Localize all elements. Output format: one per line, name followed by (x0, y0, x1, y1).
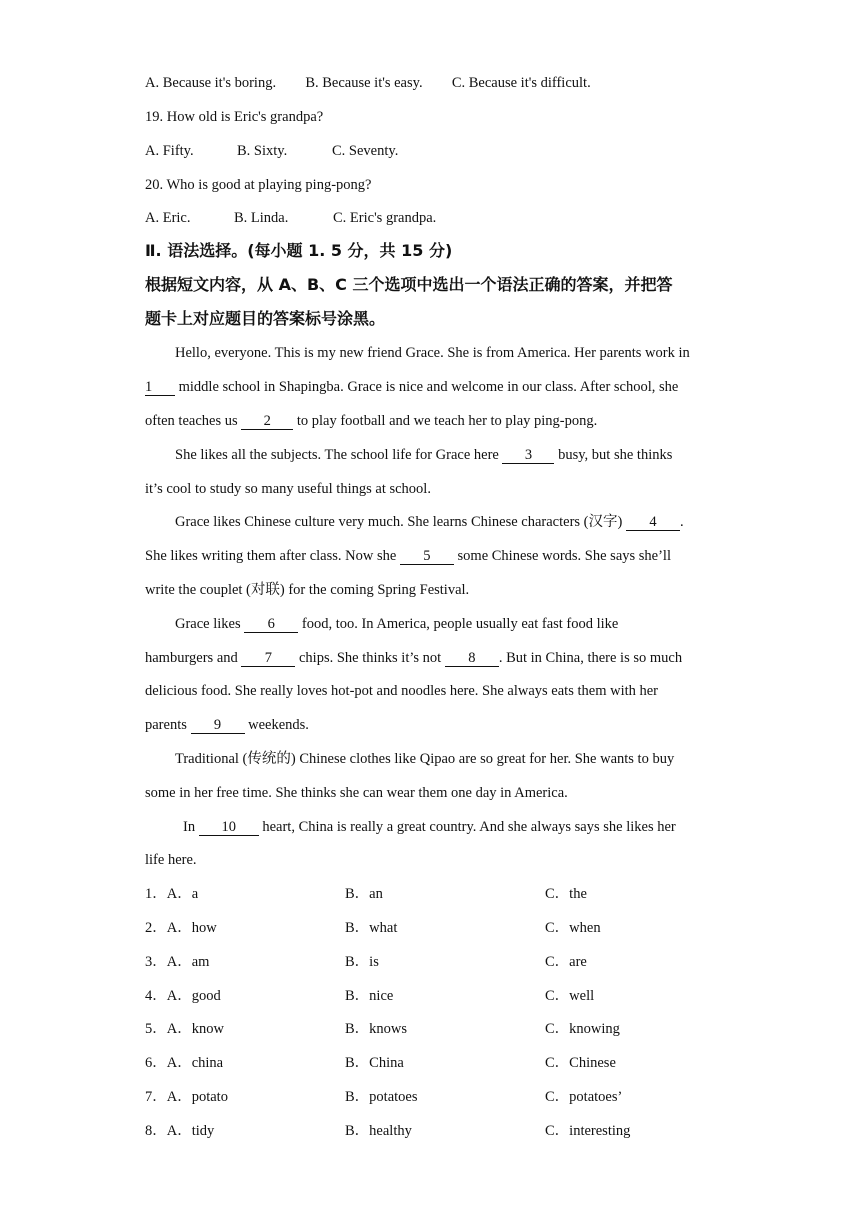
q20-option-c: C. Eric's grandpa. (333, 210, 437, 226)
passage-p5-line-1: Traditional (传统的) Chinese clothes like Qipao are so great for her. She wants to buy (175, 751, 675, 767)
passage-p1-line-2 (145, 377, 678, 397)
answer-4-b: B．nice (345, 988, 394, 1004)
passage-text: She likes writing them after class. Now she (145, 548, 400, 564)
blank-5: 5 (400, 548, 454, 565)
q19-option-a: A. Fifty. (145, 143, 194, 159)
answer-8-c: C．interesting (545, 1123, 631, 1139)
passage-p4-line-3: delicious food. She really loves hot-pot and noodles here. She always eats them with her (145, 683, 659, 699)
passage-p3-line-3: write the couplet (对联) for the coming Spring Festival. (145, 582, 470, 598)
section-title: Ⅱ. 语法选择。(每小题 1. 5 分，共 15 分) (145, 241, 453, 260)
answer-7-b: B．potatoes (345, 1089, 418, 1105)
passage-p6-line-1 (183, 817, 676, 837)
passage-text: In (183, 819, 199, 835)
answer-1-c: C．the (545, 886, 587, 902)
answer-5-b: B．knows (345, 1021, 408, 1037)
blank-1: 1 (145, 379, 175, 396)
blank-4: 4 (626, 514, 680, 531)
answer-4-a: 4．A．good (145, 988, 221, 1004)
q20-question: 20. Who is good at playing ping-pong? (145, 177, 372, 193)
blank-3: 3 (502, 447, 554, 464)
answer-2-c: C．when (545, 920, 601, 936)
answer-7-c: C．potatoes’ (545, 1089, 623, 1105)
passage-text: chips. She thinks it’s not (295, 650, 445, 666)
passage-text: hamburgers and (145, 650, 242, 666)
passage-text: parents (145, 717, 191, 733)
passage-text: some Chinese words. She says she’ll (453, 548, 671, 564)
blank-6: 6 (244, 616, 298, 633)
passage-text: Grace likes (175, 616, 245, 632)
blank-10: 10 (199, 819, 259, 836)
blank-8: 8 (445, 650, 499, 667)
answer-3-b: B．is (345, 954, 379, 970)
answer-6-b: B．China (345, 1055, 404, 1071)
passage-p1-line-3 (145, 411, 597, 431)
passage-p5-line-2: some in her free time. She thinks she can wear them one day in America. (145, 785, 568, 801)
passage-text: Grace likes Chinese culture very much. She learns Chinese characters (汉字) (175, 514, 626, 530)
passage-text: middle school in Shapingba. Grace is nice and welcome in our class. After school, she (175, 379, 679, 395)
passage-p3-line-2 (145, 546, 671, 566)
answer-6-c: C．Chinese (545, 1055, 616, 1071)
q18-option-c: C. Because it's difficult. (451, 75, 591, 91)
q20-option-a: A. Eric. (145, 210, 191, 226)
passage-text: to play football and we teach her to play ping-pong. (293, 413, 598, 429)
q19-option-c: C. Seventy. (332, 143, 399, 159)
answer-5-a: 5．A．know (145, 1021, 224, 1037)
answer-2-b: B．what (345, 920, 398, 936)
answer-8-a: 8．A．tidy (145, 1123, 215, 1139)
answer-6-a: 6．A．china (145, 1055, 224, 1071)
passage-text: . (679, 514, 684, 530)
passage-p1-line-1: Hello, everyone. This is my new friend Grace. She is from America. Her parents work in (175, 345, 690, 361)
passage-text: food, too. In America, people usually eat fast food like (298, 616, 619, 632)
passage-text: often teaches us (145, 413, 242, 429)
answer-8-b: B．healthy (345, 1123, 412, 1139)
answer-7-a: 7．A．potato (145, 1089, 228, 1105)
q19-question: 19. How old is Eric's grandpa? (145, 109, 324, 125)
passage-p2-line-2: it’s cool to study so many useful things at school. (145, 481, 431, 497)
blank-9: 9 (191, 717, 245, 734)
answer-5-c: C．knowing (545, 1021, 620, 1037)
q19-option-b: B. Sixty. (237, 143, 288, 159)
passage-text: heart, China is really a great country. And she always says she likes her (258, 819, 676, 835)
answer-1-b: B．an (345, 886, 383, 902)
blank-2: 2 (241, 413, 293, 430)
passage-text: weekends. (244, 717, 309, 733)
passage-text: She likes all the subjects. The school life for Grace here (175, 447, 503, 463)
answer-3-a: 3．A．am (145, 954, 210, 970)
passage-text: busy, but she thinks (554, 447, 673, 463)
passage-text: . But in China, there is so much (498, 650, 683, 666)
answer-2-a: 2．A．how (145, 920, 217, 936)
passage-p4-line-4 (145, 715, 309, 735)
q18-options (145, 73, 591, 93)
q18-option-a: A. Because it's boring. (145, 75, 277, 91)
passage-p4-line-2 (145, 648, 682, 668)
q20-options (145, 208, 436, 228)
q19-options (145, 141, 398, 161)
passage-p2-line-1 (175, 445, 672, 465)
passage-p4-line-1 (175, 614, 618, 634)
passage-p6-line-2: life here. (145, 852, 197, 868)
section-instruction-line-2: 题卡上对应题目的答案标号涂黑。 (145, 309, 386, 328)
blank-7: 7 (241, 650, 295, 667)
answer-4-c: C．well (545, 988, 595, 1004)
answer-3-c: C．are (545, 954, 587, 970)
answer-1-a: 1．A．a (145, 886, 199, 902)
section-instruction-line-1: 根据短文内容，从 A、B、C 三个选项中选出一个语法正确的答案，并把答 (145, 275, 673, 294)
q20-option-b: B. Linda. (234, 210, 289, 226)
q18-option-b: B. Because it's easy. (305, 75, 423, 91)
passage-p3-line-1 (175, 512, 684, 532)
